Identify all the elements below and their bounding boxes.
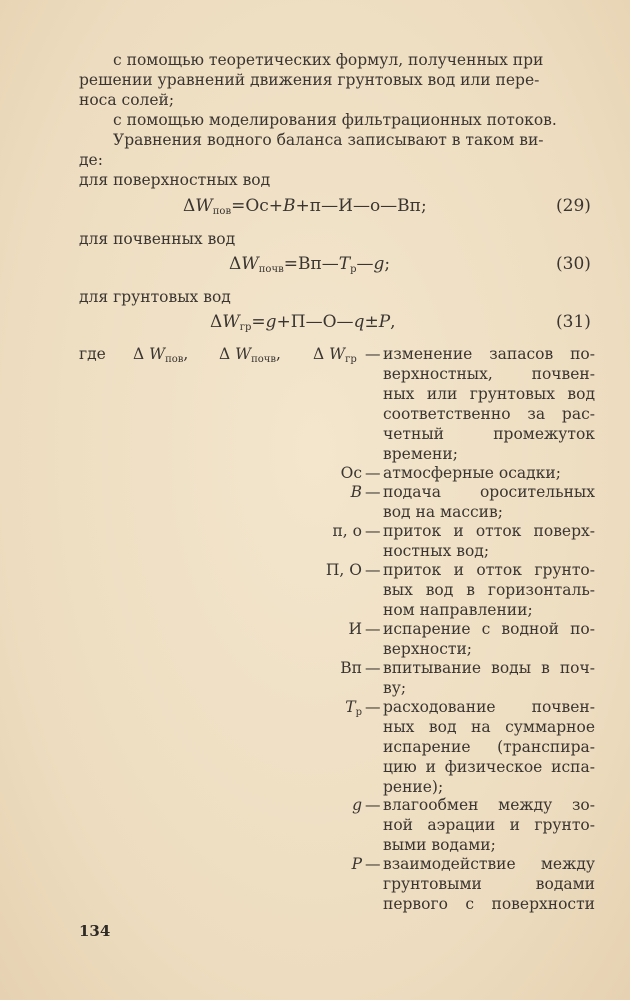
equation-29: $\Delta W_{пов}=Ос+B+п—И—о—Вп$;	[183, 196, 427, 217]
definition-dash: —	[365, 620, 381, 638]
definition-text: впитывание воды в поч- ву;	[383, 659, 595, 697]
definition-term: g	[352, 796, 362, 814]
definition-text: подача оросительных вод на массив;	[383, 483, 595, 521]
equation-number: (29)	[556, 196, 591, 216]
text-line: с помощью теоретических формул, полученных при	[113, 51, 544, 69]
definition-term: B	[350, 483, 362, 501]
definition-term: И	[348, 620, 362, 638]
definition-dash: —	[365, 659, 381, 677]
definition-text: взаимодействие между грунтовыми водами первого с поверхности	[383, 855, 595, 913]
definition-term: Вп	[340, 659, 362, 677]
definition-term: P	[351, 855, 362, 873]
where-word: где	[79, 345, 106, 363]
symbol-dw-pov: Δ $W_{пов}$,	[133, 345, 189, 365]
page-number: 134	[79, 922, 111, 940]
text-line: Уравнения водного баланса записывают в таком ви-	[113, 131, 544, 149]
definition-dash: —	[365, 855, 381, 873]
definition-text: расходование почвен- ных вод на суммарное испарение (транспира- цию и физическое испа- рение);	[383, 698, 595, 796]
definition-term: п, о	[332, 522, 362, 540]
definition-dash: —	[365, 796, 381, 814]
definition-text: изменение запасов по- верхностных, почвен- ных или грунтовых вод соответственно за рас- четный промежуток времени;	[383, 345, 595, 463]
definition-text: приток и отток поверх- ностных вод;	[383, 522, 595, 560]
soil-water-label: для почвенных вод	[79, 230, 236, 248]
text-line: с помощью моделирования фильтрационных потоков.	[113, 111, 557, 129]
equation-31: $\Delta W_{гр}=g+П—О—q\pm P$,	[210, 312, 396, 333]
definition-text: влагообмен между зо- ной аэрации и грунто- выми водами;	[383, 796, 595, 854]
definition-dash: —	[365, 698, 381, 716]
text-line: носа солей;	[79, 91, 175, 109]
definition-dash: —	[365, 522, 381, 540]
text-line: де:	[79, 151, 103, 169]
definition-text: приток и отток грунто- вых вод в горизонталь- ном направлении;	[383, 561, 595, 619]
definition-text: атмосферные осадки;	[383, 464, 561, 482]
text-line: решении уравнений движения грунтовых вод или пере-	[79, 71, 540, 89]
definition-dash: —	[365, 464, 381, 482]
definition-dash: —	[365, 483, 381, 501]
equation-number: (31)	[556, 312, 591, 332]
definition-dash: —	[365, 345, 381, 363]
definition-term: П, О	[325, 561, 362, 579]
equation-number: (30)	[556, 254, 591, 274]
ground-water-label: для грунтовых вод	[79, 288, 231, 306]
definition-term: $T_р$	[345, 698, 362, 718]
surface-water-label: для поверхностных вод	[79, 171, 271, 189]
symbol-dw-gr: Δ $W_{гр}$	[313, 345, 357, 365]
definition-dash: —	[365, 561, 381, 579]
symbol-dw-pochv: Δ $W_{почв}$,	[219, 345, 281, 365]
equation-30: $\Delta W_{почв}=Вп—T_р—g$;	[229, 254, 391, 275]
definition-text: испарение с водной по- верхности;	[383, 620, 595, 658]
definition-term: Ос	[340, 464, 362, 482]
